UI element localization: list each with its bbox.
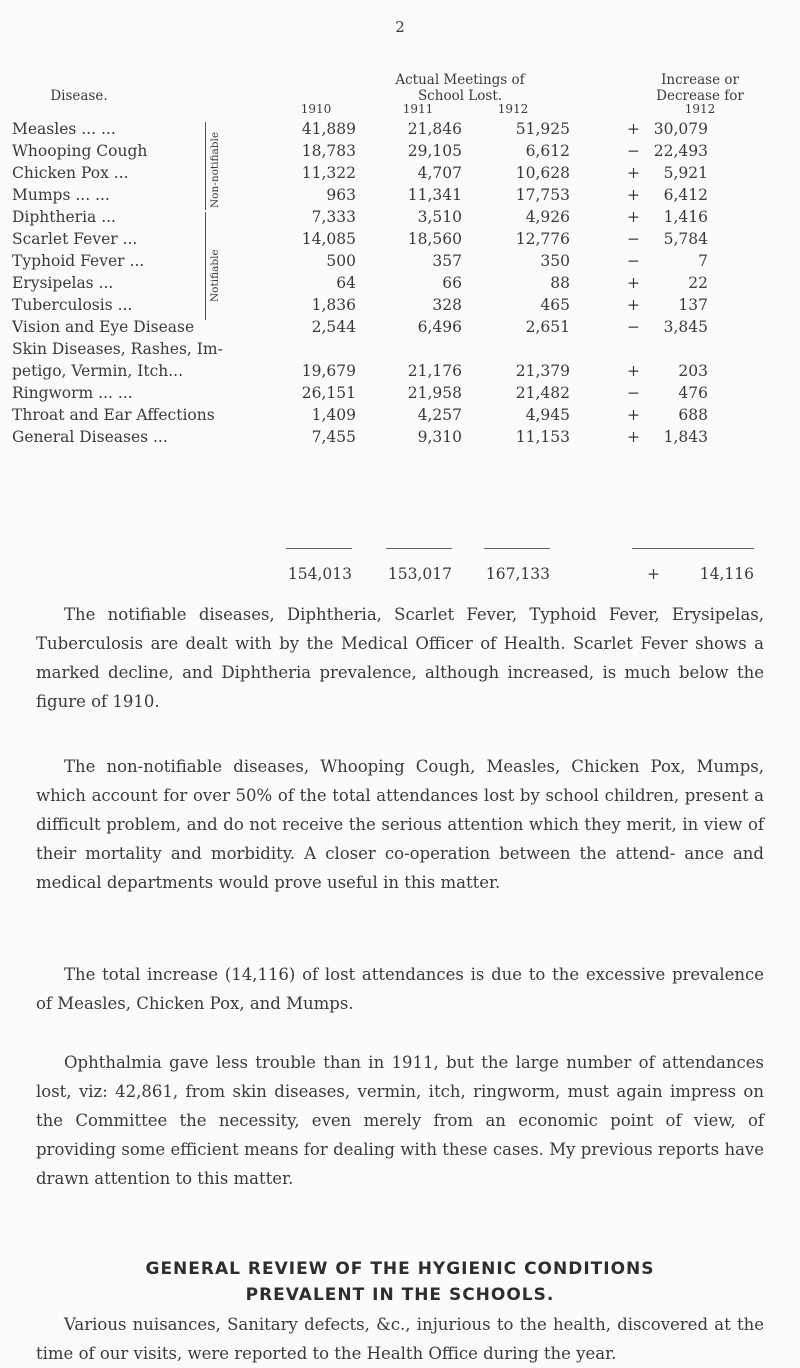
cell-change-sign: + — [627, 406, 640, 424]
table-row — [0, 360, 708, 382]
cell-change: 203 — [678, 362, 708, 380]
table-row — [0, 404, 708, 426]
disease-name: Whooping Cough — [12, 142, 148, 160]
cell-change-sign: + — [627, 296, 640, 314]
cell-1912: 350 — [540, 252, 570, 270]
table-row — [0, 272, 708, 294]
cell-1911 — [356, 338, 462, 360]
cell-change: 1,416 — [663, 208, 708, 226]
cell-1911: 328 — [432, 296, 462, 314]
cell-1910: 14,085 — [301, 230, 356, 248]
cell-1911: 3,510 — [417, 208, 462, 226]
column-header-increase-1: Increase or — [661, 72, 739, 88]
cell-1912: 12,776 — [515, 230, 570, 248]
cell-1912: 6,612 — [525, 142, 570, 160]
non-notifiable-label: Non-notifiable — [209, 131, 221, 208]
column-header-meetings-2: School Lost. — [417, 88, 503, 104]
year-1910: 1910 — [300, 102, 332, 116]
cell-change-sign: + — [627, 428, 640, 446]
cell-1910 — [264, 338, 356, 360]
cell-change: 7 — [698, 252, 708, 270]
cell-1911: 4,707 — [417, 164, 462, 182]
table-row — [0, 162, 708, 184]
paragraph-ophthalmia: Ophthalmia gave less trouble than in 1911, but the large number of attendances lost, viz: 42,861, from skin diseases, vermin, itch, ringworm, must again impress on the Committee the necessity, even merely from an economic point of view, of providing some efficient means for dealing with these cases. My previous reports have drawn attention to this matter. — [36, 1053, 764, 1188]
cell-1912: 17,753 — [515, 186, 570, 204]
page-number: 2 — [395, 18, 405, 36]
cell-1910: 500 — [326, 252, 356, 270]
table-row — [0, 118, 708, 140]
cell-change-sign: − — [627, 142, 640, 160]
disease-name: Scarlet Fever ... — [12, 230, 138, 248]
cell-1910: 1,836 — [311, 296, 356, 314]
paragraph-non-notifiable: The non-notifiable diseases, Whooping Cough, Measles, Chicken Pox, Mumps, which account for over 50% of the total attendances lost by school children, present a difficult problem, and do not receive the serious attention which they merit, in view of their mortality and morbidity. A closer co-operation between the attend- ance and medical departments would prove useful in this matter. — [36, 757, 764, 892]
cell-1912: 21,379 — [515, 362, 570, 380]
cell-1912: 10,628 — [515, 164, 570, 182]
cell-1911: 21,958 — [407, 384, 462, 402]
total-rule-1912 — [484, 548, 550, 549]
table-row — [0, 140, 708, 162]
cell-1911: 18,560 — [407, 230, 462, 248]
cell-change-sign: + — [627, 362, 640, 380]
cell-change: 5,921 — [663, 164, 708, 182]
cell-change: 137 — [678, 296, 708, 314]
column-header-disease: Disease. — [50, 88, 108, 104]
cell-1912: 465 — [540, 296, 570, 314]
cell-change-sign: + — [627, 164, 640, 182]
cell-1912: 4,945 — [525, 406, 570, 424]
cell-1911: 4,257 — [417, 406, 462, 424]
column-header-increase-2: Decrease for — [656, 88, 744, 104]
cell-1912: 21,482 — [515, 384, 570, 402]
cell-change — [640, 338, 708, 360]
cell-1910: 26,151 — [301, 384, 356, 402]
cell-1911: 29,105 — [407, 142, 462, 160]
cell-1912: 4,926 — [525, 208, 570, 226]
notifiable-label: Notifiable — [209, 249, 221, 302]
total-1911: 153,017 — [387, 565, 452, 583]
cell-1910: 7,455 — [311, 428, 356, 446]
cell-1911: 9,310 — [417, 428, 462, 446]
year-1912: 1912 — [497, 102, 529, 116]
disease-name: Mumps ... ... — [12, 186, 110, 204]
total-1910: 154,013 — [287, 565, 352, 583]
cell-1911: 66 — [442, 274, 462, 292]
disease-name: Ringworm ... ... — [12, 384, 133, 402]
section-heading-line1: GENERAL REVIEW OF THE HYGIENIC CONDITIONS — [145, 1259, 655, 1279]
cell-1912: 51,925 — [515, 120, 570, 138]
cell-1911: 21,176 — [407, 362, 462, 380]
disease-name: Typhoid Fever ... — [12, 252, 145, 270]
table-row — [0, 250, 708, 272]
disease-name: General Diseases ... — [12, 428, 168, 446]
disease-name: Tuberculosis ... — [12, 296, 133, 314]
cell-change: 1,843 — [663, 428, 708, 446]
cell-change: 5,784 — [663, 230, 708, 248]
cell-change: 30,079 — [653, 120, 708, 138]
table-row — [0, 316, 708, 338]
cell-change-sign: + — [627, 186, 640, 204]
total-rule-1910 — [286, 548, 352, 549]
cell-1911: 21,846 — [407, 120, 462, 138]
cell-1912: 11,153 — [515, 428, 570, 446]
cell-1912: 88 — [550, 274, 570, 292]
cell-1910: 64 — [336, 274, 356, 292]
cell-change-sign: − — [627, 252, 640, 270]
cell-1912: 2,651 — [525, 318, 570, 336]
paragraph-nuisances: Various nuisances, Sanitary defects, &c., injurious to the health, discovered at the time of our visits, were reported to the Health Office during the year. — [36, 1315, 764, 1363]
cell-1911: 357 — [432, 252, 462, 270]
paragraph-notifiable: The notifiable diseases, Diphtheria, Scarlet Fever, Typhoid Fever, Erysipelas, Tuberculosis are dealt with by the Medical Officer of Health. Scarlet Fever shows a marked decline, and Diphtheria prevalence, although increased, is much below the figure of 1910. — [36, 605, 764, 711]
disease-name: petigo, Vermin, Itch... — [12, 362, 184, 380]
cell-change: 6,412 — [663, 186, 708, 204]
cell-change-sign: + — [627, 274, 640, 292]
lost-meetings-table — [0, 118, 708, 448]
cell-change: 22 — [688, 274, 708, 292]
cell-change: 22,493 — [653, 142, 708, 160]
disease-name: Vision and Eye Disease — [12, 318, 195, 336]
table-row — [0, 382, 708, 404]
disease-name: Measles ... ... — [12, 120, 116, 138]
year-1911: 1911 — [402, 102, 434, 116]
cell-1911: 6,496 — [417, 318, 462, 336]
column-header-meetings-1: Actual Meetings of — [395, 72, 525, 88]
cell-change-sign: − — [627, 384, 640, 402]
disease-name: Diphtheria ... — [12, 208, 116, 226]
total-rule-change — [632, 548, 754, 549]
cell-1912 — [462, 338, 570, 360]
total-change: 14,116 — [699, 565, 754, 583]
cell-1910: 41,889 — [301, 120, 356, 138]
table-row — [0, 426, 708, 448]
year-1912-change: 1912 — [684, 102, 716, 116]
cell-change: 3,845 — [663, 318, 708, 336]
cell-change-sign: − — [627, 318, 640, 336]
disease-name: Throat and Ear Affections — [12, 406, 215, 424]
cell-change-sign: + — [627, 120, 640, 138]
cell-1910: 1,409 — [311, 406, 356, 424]
cell-1910: 963 — [326, 186, 356, 204]
cell-change-sign: + — [627, 208, 640, 226]
total-rule-1911 — [386, 548, 452, 549]
cell-1910: 11,322 — [301, 164, 356, 182]
disease-name: Erysipelas ... — [12, 274, 114, 292]
table-row — [0, 294, 708, 316]
paragraph-total-increase: The total increase (14,116) of lost attendances is due to the excessive prevalence of Measles, Chicken Pox, and Mumps. — [36, 965, 764, 1013]
cell-1910: 19,679 — [301, 362, 356, 380]
cell-change-sign: − — [627, 230, 640, 248]
total-1912: 167,133 — [485, 565, 550, 583]
table-row — [0, 228, 708, 250]
disease-name: Skin Diseases, Rashes, Im- — [12, 340, 223, 358]
table-row — [0, 206, 708, 228]
cell-1910: 7,333 — [311, 208, 356, 226]
table-row — [0, 184, 708, 206]
cell-1910: 18,783 — [301, 142, 356, 160]
cell-change-sign — [570, 338, 640, 360]
cell-change: 476 — [678, 384, 708, 402]
total-change-sign: + — [647, 565, 660, 583]
disease-name: Chicken Pox ... — [12, 164, 129, 182]
cell-1911: 11,341 — [407, 186, 462, 204]
section-heading-line2: PREVALENT IN THE SCHOOLS. — [245, 1285, 555, 1305]
cell-1910: 2,544 — [311, 318, 356, 336]
cell-change: 688 — [678, 406, 708, 424]
table-row — [0, 338, 708, 360]
